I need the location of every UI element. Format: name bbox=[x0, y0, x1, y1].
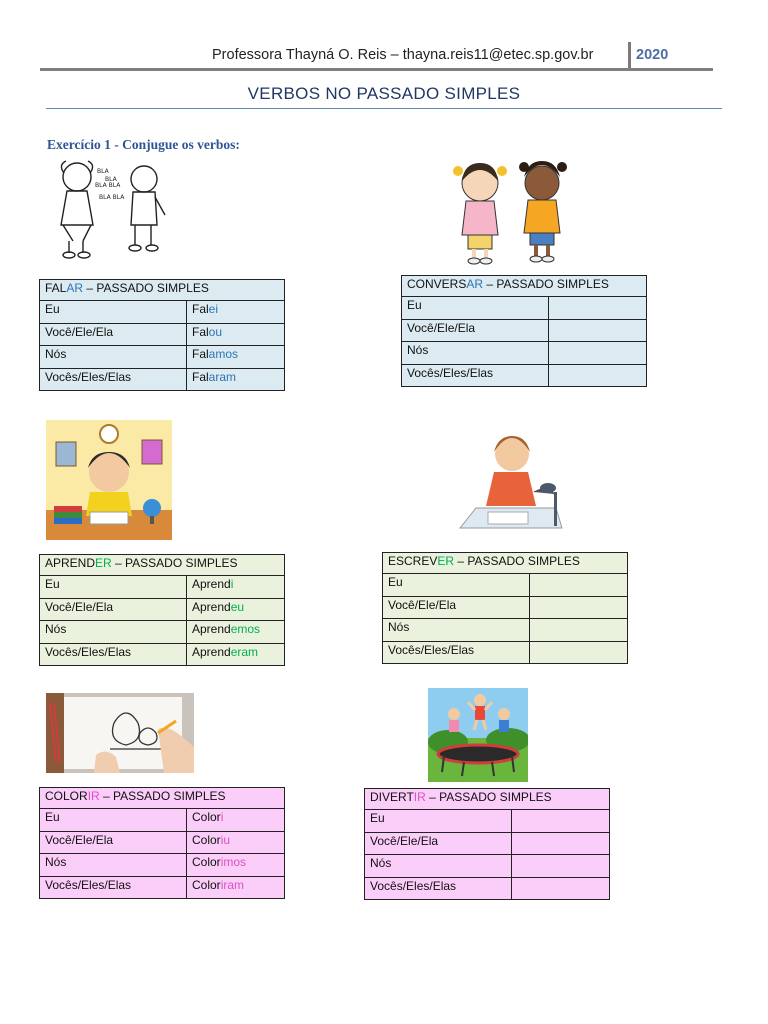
hands-coloring-image bbox=[46, 693, 194, 773]
table-falar-header: FALAR – PASSADO SIMPLES bbox=[40, 280, 285, 301]
boy-studying-image bbox=[46, 420, 172, 540]
table-conversar-header: CONVERSAR – PASSADO SIMPLES bbox=[402, 276, 647, 297]
table-row: Eu bbox=[402, 297, 647, 320]
answer-cell[interactable] bbox=[512, 832, 610, 855]
svg-text:BLA BLA: BLA BLA bbox=[95, 182, 121, 189]
boy-writing-image bbox=[456, 430, 566, 534]
table-aprender-header: APRENDER – PASSADO SIMPLES bbox=[40, 555, 285, 576]
kids-trampoline-image bbox=[428, 688, 528, 782]
table-row: Vocês/Eles/Elas Falaram bbox=[40, 368, 285, 391]
table-escrever-header: ESCREVER – PASSADO SIMPLES bbox=[383, 553, 628, 574]
table-aprender bbox=[39, 554, 285, 666]
answer-cell[interactable] bbox=[530, 619, 628, 642]
table-row: Você/Ele/Ela Coloriu bbox=[40, 831, 285, 854]
table-row: Vocês/Eles/Elas bbox=[402, 364, 647, 387]
answer-cell[interactable] bbox=[530, 574, 628, 597]
table-row: Nós Aprendemos bbox=[40, 621, 285, 644]
table-row: Nós bbox=[383, 619, 628, 642]
table-escrever bbox=[382, 552, 628, 664]
table-row: Você/Ele/Ela bbox=[383, 596, 628, 619]
svg-text:BLA BLA: BLA BLA bbox=[99, 194, 125, 201]
table-colorir-header: COLORIR – PASSADO SIMPLES bbox=[40, 788, 285, 809]
page-title: VERBOS NO PASSADO SIMPLES bbox=[247, 84, 521, 103]
answer-cell[interactable] bbox=[530, 641, 628, 664]
table-row: Você/Ele/Ela bbox=[402, 319, 647, 342]
answer-cell[interactable] bbox=[512, 855, 610, 878]
exercise-heading: Exercício 1 - Conjugue os verbos: bbox=[47, 137, 240, 152]
answer-cell[interactable] bbox=[512, 877, 610, 900]
table-row: Eu bbox=[365, 810, 610, 833]
table-falar bbox=[39, 279, 285, 391]
table-row: Vocês/Eles/Elas bbox=[365, 877, 610, 900]
table-row: Você/Ele/Ela bbox=[365, 832, 610, 855]
table-row: Eu Aprendi bbox=[40, 576, 285, 599]
table-divertir-header: DIVERTIR – PASSADO SIMPLES bbox=[365, 789, 610, 810]
answer-cell[interactable] bbox=[530, 596, 628, 619]
answer-cell[interactable] bbox=[549, 342, 647, 365]
answer-cell[interactable] bbox=[549, 319, 647, 342]
svg-text:BLA: BLA bbox=[97, 168, 109, 175]
table-row: Você/Ele/Ela Falou bbox=[40, 323, 285, 346]
table-row: Você/Ele/Ela Aprendeu bbox=[40, 598, 285, 621]
answer-cell[interactable] bbox=[549, 297, 647, 320]
answer-cell[interactable] bbox=[512, 810, 610, 833]
table-row: Vocês/Eles/Elas Aprenderam bbox=[40, 643, 285, 666]
table-row: Eu Falei bbox=[40, 301, 285, 324]
table-row: Eu bbox=[383, 574, 628, 597]
answer-cell[interactable] bbox=[549, 364, 647, 387]
children-talking-sketch-image bbox=[47, 155, 172, 262]
table-row: Nós Falamos bbox=[40, 346, 285, 369]
header-year: 2020 bbox=[636, 47, 669, 63]
header-separator bbox=[628, 42, 631, 68]
table-row: Vocês/Eles/Elas Coloriram bbox=[40, 876, 285, 899]
header-author: Professora Thayná O. Reis – thayna.reis11@etec.sp.gov.br bbox=[212, 47, 594, 63]
table-row: Eu Colori bbox=[40, 809, 285, 832]
table-divertir bbox=[364, 788, 610, 900]
table-row: Nós Colorimos bbox=[40, 854, 285, 877]
table-colorir bbox=[39, 787, 285, 899]
table-conversar bbox=[401, 275, 647, 387]
table-row: Nós bbox=[402, 342, 647, 365]
title-rule bbox=[46, 108, 722, 109]
svg-text:BLA: BLA bbox=[105, 176, 117, 183]
girls-conversing-image bbox=[444, 155, 578, 267]
header-rule bbox=[40, 68, 713, 71]
table-row: Vocês/Eles/Elas bbox=[383, 641, 628, 664]
table-row: Nós bbox=[365, 855, 610, 878]
